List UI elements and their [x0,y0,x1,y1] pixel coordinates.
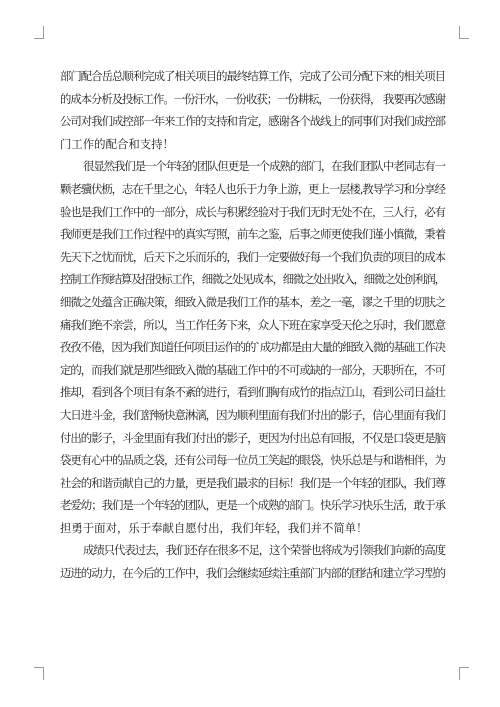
line-text: 成绩只代表过去，我们还存在很多不足，这个荣誉也将成为引领我们向新的高度 [83,543,445,558]
line-text: 我师更是我们工作过程中的真实写照，前车之鉴，后事之师更使我们谨小慎微，秉着 [60,227,446,242]
text-line [60,88,446,111]
text-line [60,381,446,404]
line-text: 老爱幼；我们是一个年轻的团队，更是一个成熟的部门。快乐学习快乐生活，敢于承 [60,498,446,513]
line-text: 痛我们绝不亲尝，所以，当工作任务下来，众人下班在家享受天伦之乐时，我们愿意 [60,317,446,332]
crop-mark-top-left [34,26,44,39]
text-line [60,133,446,156]
text-line [60,359,446,382]
line-text: 付出的影子，斗金里面有我们付出的影子，更因为付出总有回报，不仅是口袋更是脑 [60,430,446,445]
line-text: 门工作的配合和支持！ [60,136,174,151]
text-line [60,449,446,472]
document-body [60,65,446,585]
text-line [60,517,446,540]
text-line [60,291,446,314]
text-line [60,314,446,337]
text-line [60,178,446,201]
text-line [60,201,446,224]
line-text: 验也是我们工作中的一部分，成长与积累经验对于我们无时无处不在，三人行，必有 [60,204,446,219]
line-text: 的成本分析及投标工作。一份汗水，一份收获；一份耕耘，一份获得， 我要再次感谢 [60,91,445,106]
line-text: 社会的和谐贡献自己的力量，更是我们最求的目标！我们是一个年轻的团队，我们尊 [60,475,446,490]
text-line [60,110,446,133]
text-line [60,223,446,246]
text-line [60,494,446,517]
crop-mark-bottom-left [34,667,44,680]
text-line [60,404,446,427]
line-text: 先天下之忧而忧，后天下之乐而乐的，我们一定要做好每一个我们负责的项目的成本 [60,249,446,264]
line-text: 担勇于面对，乐于奉献自愿付出，我们年轻，我们并不简单！ [60,520,368,535]
text-line [60,562,446,585]
line-text: 控制工作预结算及招投标工作，细微之处见成本，细微之处出收入，细微之处创利润， [60,272,445,287]
line-text: 孜孜不倦，因为我们知道任何项目运作的的`成功都是由大量的细致入微的基础工作决 [60,340,445,355]
line-text: 推却，看到各个项目有条不紊的进行，看到们胸有成竹的指点江山，看到公司日益壮 [60,385,446,400]
text-line [60,246,446,269]
line-text: 部门配合岳总顺利完成了相关项目的最终结算工作，完成了公司分配下来的相关项目 [60,69,446,83]
line-text: 细微之处蕴含正确决策，细致入微是我们工作的基本，差之一毫，谬之千里的切肤之 [60,294,446,309]
crop-mark-bottom-right [459,667,469,680]
line-text: 大日进斗金，我们舒畅快意淋漓，因为顺利里面有我们付出的影子，信心里面有我们 [60,407,446,422]
text-line [60,65,446,88]
crop-mark-top-right [459,26,469,39]
line-text: 公司对我们成控部一年来工作的支持和肯定，感谢各个战线上的同事们对我们成控部 [60,114,446,129]
line-text: 颗老骥伏枥，志在千里之心，年轻人也乐于力争上游，更上一层楼,教导学习和分享经 [60,181,445,196]
text-line [60,427,446,450]
text-line [60,472,446,495]
line-text: 很显然我们是一个年轻的团队但更是一个成熟的部门，在我们团队中老同志有一 [83,159,445,174]
text-line [60,336,446,359]
line-text: 迈进的动力，在今后的工作中，我们会继续延续注重部门内部的团结和建立学习型的 [60,566,446,581]
text-line [60,539,446,562]
text-line [60,268,446,291]
line-text: 定的，而我们就是那些细致入微的基础工作中的不可或缺的一部分，天职所在，不可 [60,362,446,377]
text-line [60,155,446,178]
line-text: 袋更有心中的品质之袋，还有公司每一位员工笑起的眼袋，快乐总是与和谐相伴，为 [60,453,446,468]
